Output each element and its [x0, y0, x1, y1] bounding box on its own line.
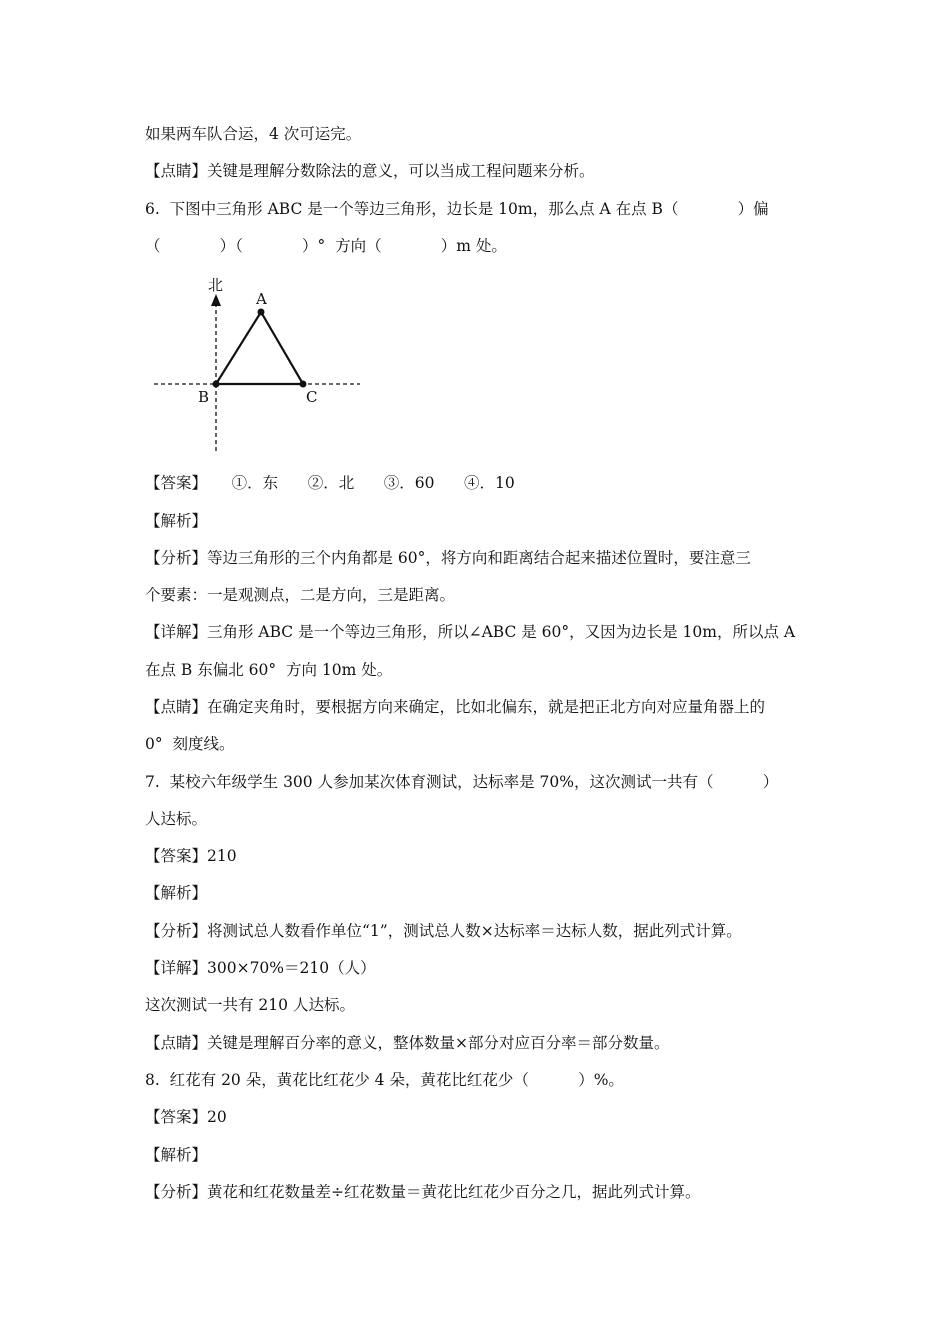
question-6-stem: （ ）（ ）° 方向（ ）m 处。 — [145, 237, 507, 255]
text-line: 这次测试一共有 210 人达标。 — [145, 996, 355, 1014]
answer-line: 【答案】20 — [145, 1108, 227, 1126]
text-line: 0° 刻度线。 — [145, 735, 235, 753]
point-c — [300, 381, 307, 388]
text-line: 【点睛】关键是理解分数除法的意义，可以当成工程问题来分析。 — [145, 162, 595, 180]
triangle-abc — [216, 312, 303, 384]
text-line: 个要素：一是观测点，二是方向，三是距离。 — [145, 586, 456, 604]
question-7-stem: 人达标。 — [145, 810, 208, 828]
answer-line: 【答案】 ①．东 ②．北 ③．60 ④．10 — [145, 474, 515, 492]
label-b: B — [198, 388, 210, 406]
text-line: 如果两车队合运，4 次可运完。 — [145, 125, 362, 143]
text-line: 【点睛】关键是理解百分率的意义，整体数量×部分对应百分率＝部分数量。 — [145, 1034, 670, 1052]
question-7-stem: 7. 某校六年级学生 300 人参加某次体育测试，达标率是 70%，这次测试一共有（ ） — [145, 773, 779, 791]
text-line: 在点 B 东偏北 60° 方向 10m 处。 — [145, 661, 393, 679]
text-line: 【分析】黄花和红花数量差÷红花数量＝黄花比红花少百分之几，据此列式计算。 — [145, 1183, 701, 1201]
point-a — [258, 309, 265, 316]
text-line: 【分析】将测试总人数看作单位“1”，测试总人数×达标率＝达标人数，据此列式计算。 — [145, 922, 742, 940]
text-line: 【分析】等边三角形的三个内角都是 60°，将方向和距离结合起来描述位置时，要注意三 — [145, 549, 751, 567]
triangle-figure — [140, 268, 380, 468]
analysis-heading: 【解析】 — [145, 884, 208, 902]
question-8-stem: 8. 红花有 20 朵，黄花比红花少 4 朵，黄花比红花少（ ）%。 — [145, 1071, 624, 1089]
analysis-heading: 【解析】 — [145, 512, 208, 530]
label-c: C — [306, 388, 318, 406]
north-label: 北 — [208, 276, 224, 294]
north-arrow-icon — [211, 294, 221, 306]
question-6-stem: 6. 下图中三角形 ABC 是一个等边三角形，边长是 10m，那么点 A 在点 B（ ）偏 — [145, 200, 769, 218]
answer-line: 【答案】210 — [145, 847, 237, 865]
analysis-heading: 【解析】 — [145, 1146, 208, 1164]
text-line: 【点睛】在确定夹角时，要根据方向来确定，比如北偏东，就是把正北方向对应量角器上的 — [145, 698, 766, 716]
text-line: 【详解】300×70%＝210（人） — [145, 959, 376, 977]
label-a: A — [256, 290, 267, 308]
text-line: 【详解】三角形 ABC 是一个等边三角形，所以∠ABC 是 60°，又因为边长是 10m，所以点 A — [145, 623, 796, 641]
point-b — [213, 381, 220, 388]
